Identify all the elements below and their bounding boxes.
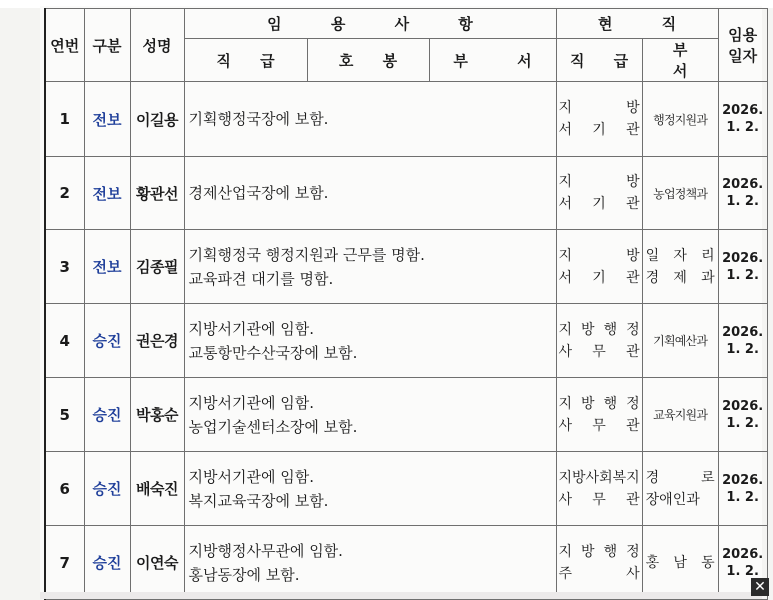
row-current-rank <box>556 526 642 600</box>
date-line: 1. 2. <box>726 563 759 579</box>
appointment-line: 교통항만수산국장에 보함. <box>188 343 358 362</box>
row-number: 5 <box>45 378 84 452</box>
row-current-rank <box>556 157 642 230</box>
row-current-dept <box>642 378 718 452</box>
row-current-dept <box>642 452 718 526</box>
current-dept-line: 경 제 과 <box>645 269 715 286</box>
current-rank-line: 지 방 <box>558 100 640 116</box>
current-rank-line: 지 방 행 정 <box>558 543 640 560</box>
appointment-line: 기획행정국장에 보함. <box>188 110 329 128</box>
row-current-dept <box>642 304 718 378</box>
current-dept-line: 일 자 리 <box>645 247 715 264</box>
row-name: 이연숙 <box>130 526 184 600</box>
row-current-rank <box>556 304 642 378</box>
table-row <box>45 157 767 230</box>
row-type: 승진 <box>84 378 130 452</box>
row-name: 황관선 <box>130 157 184 230</box>
row-current-dept <box>642 526 718 600</box>
table-row <box>45 526 767 600</box>
date-line: 2026. <box>722 472 764 488</box>
row-name: 배숙진 <box>130 452 184 526</box>
current-dept-line: 장애인과 <box>645 491 700 508</box>
row-type: 승진 <box>84 304 130 378</box>
date-line: 2026. <box>722 324 764 340</box>
date-line: 2026. <box>722 546 764 562</box>
table-row <box>45 230 767 304</box>
table-row <box>45 452 767 526</box>
date-line: 1. 2. <box>726 489 759 505</box>
row-date <box>718 304 767 378</box>
row-type: 전보 <box>84 230 130 304</box>
row-current-rank <box>556 378 642 452</box>
date-line: 2026. <box>722 250 764 266</box>
current-rank-line: 지방사회복지 <box>558 469 640 486</box>
appointment-line: 기획행정국 행정지원과 근무를 명함. <box>188 245 425 264</box>
row-date <box>718 82 767 157</box>
header-cur-dept: 부 서 <box>642 39 718 82</box>
row-appointment <box>184 378 556 452</box>
header-cur-rank: 직 급 <box>556 39 642 82</box>
current-rank-line: 서 기 관 <box>558 269 640 286</box>
header-name: 성명 <box>130 9 184 82</box>
row-date <box>718 452 767 526</box>
row-number: 6 <box>45 452 84 526</box>
page-bottom-gap <box>40 592 762 599</box>
row-appointment <box>184 157 556 230</box>
row-appointment <box>184 82 556 157</box>
row-number: 7 <box>45 526 84 600</box>
row-number: 2 <box>45 157 84 230</box>
current-rank-line: 사 무 관 <box>558 417 640 434</box>
header-appt-dept: 부 서 <box>429 39 556 82</box>
row-name: 김종필 <box>130 230 184 304</box>
row-date <box>718 157 767 230</box>
header-date-line2: 일자 <box>728 47 758 65</box>
row-number: 1 <box>45 82 84 157</box>
current-dept-line: 교육지원과 <box>653 408 708 422</box>
row-type: 전보 <box>84 82 130 157</box>
row-current-rank <box>556 452 642 526</box>
current-dept-line: 기획예산과 <box>653 334 708 348</box>
date-line: 2026. <box>722 177 764 192</box>
appointment-line: 농업기술센터소장에 보함. <box>188 417 358 436</box>
header-appt-step: 호 봉 <box>307 39 429 82</box>
current-rank-line: 주 사 <box>558 565 640 582</box>
current-dept-line: 행정지원과 <box>653 112 708 127</box>
current-rank-line: 사 무 관 <box>558 343 640 360</box>
date-line: 1. 2. <box>726 120 759 135</box>
current-rank-line: 지 방 행 정 <box>558 395 640 412</box>
row-name: 박홍순 <box>130 378 184 452</box>
row-current-rank <box>556 230 642 304</box>
table-row <box>45 378 767 452</box>
current-rank-line: 서 기 관 <box>558 196 640 212</box>
current-rank-line: 서 기 관 <box>558 122 640 138</box>
current-dept-line: 홍 남 동 <box>645 554 715 571</box>
current-rank-line: 사 무 관 <box>558 491 640 508</box>
date-line: 2026. <box>722 398 764 414</box>
header-date <box>718 9 767 82</box>
appointment-line: 지방서기관에 임함. <box>188 319 314 338</box>
date-line: 2026. <box>722 103 764 118</box>
header-date-line1: 임용 <box>728 26 758 44</box>
table-row <box>45 82 767 157</box>
row-date <box>718 230 767 304</box>
row-name: 이길용 <box>130 82 184 157</box>
date-line: 1. 2. <box>726 194 759 209</box>
row-appointment <box>184 230 556 304</box>
appointment-line: 지방행정사무관에 임함. <box>188 541 343 560</box>
header-type: 구분 <box>84 9 130 82</box>
row-current-rank <box>556 82 642 157</box>
appointment-line: 지방서기관에 임함. <box>188 393 314 412</box>
row-appointment <box>184 526 556 600</box>
table-row <box>45 304 767 378</box>
header-no: 연번 <box>45 9 84 82</box>
row-number: 3 <box>45 230 84 304</box>
row-current-dept <box>642 82 718 157</box>
header-appt-rank: 직 급 <box>184 39 307 82</box>
header-current: 현 직 <box>556 9 718 39</box>
close-icon[interactable]: ✕ <box>751 578 769 596</box>
row-type: 승진 <box>84 452 130 526</box>
row-name: 권은경 <box>130 304 184 378</box>
row-type: 승진 <box>84 526 130 600</box>
date-line: 1. 2. <box>726 341 759 357</box>
personnel-table <box>44 8 768 600</box>
row-type: 전보 <box>84 157 130 230</box>
row-appointment <box>184 304 556 378</box>
row-appointment <box>184 452 556 526</box>
current-rank-line: 지 방 <box>558 247 640 264</box>
header-appointment: 임 용 사 항 <box>184 9 556 39</box>
current-dept-line: 농업정책과 <box>653 186 708 201</box>
row-current-dept <box>642 230 718 304</box>
row-date <box>718 378 767 452</box>
appointment-line: 홍남동장에 보함. <box>188 565 300 584</box>
appointment-line: 복지교육국장에 보함. <box>188 491 329 510</box>
date-line: 1. 2. <box>726 415 759 431</box>
row-number: 4 <box>45 304 84 378</box>
appointment-line: 경제산업국장에 보함. <box>188 184 329 202</box>
date-line: 1. 2. <box>726 267 759 283</box>
appointment-line: 교육파견 대기를 명함. <box>188 269 334 288</box>
current-rank-line: 지 방 <box>558 174 640 190</box>
appointment-line: 지방서기관에 임함. <box>188 467 314 486</box>
current-rank-line: 지 방 행 정 <box>558 321 640 338</box>
current-dept-line: 경 로 <box>645 469 715 486</box>
row-current-dept <box>642 157 718 230</box>
